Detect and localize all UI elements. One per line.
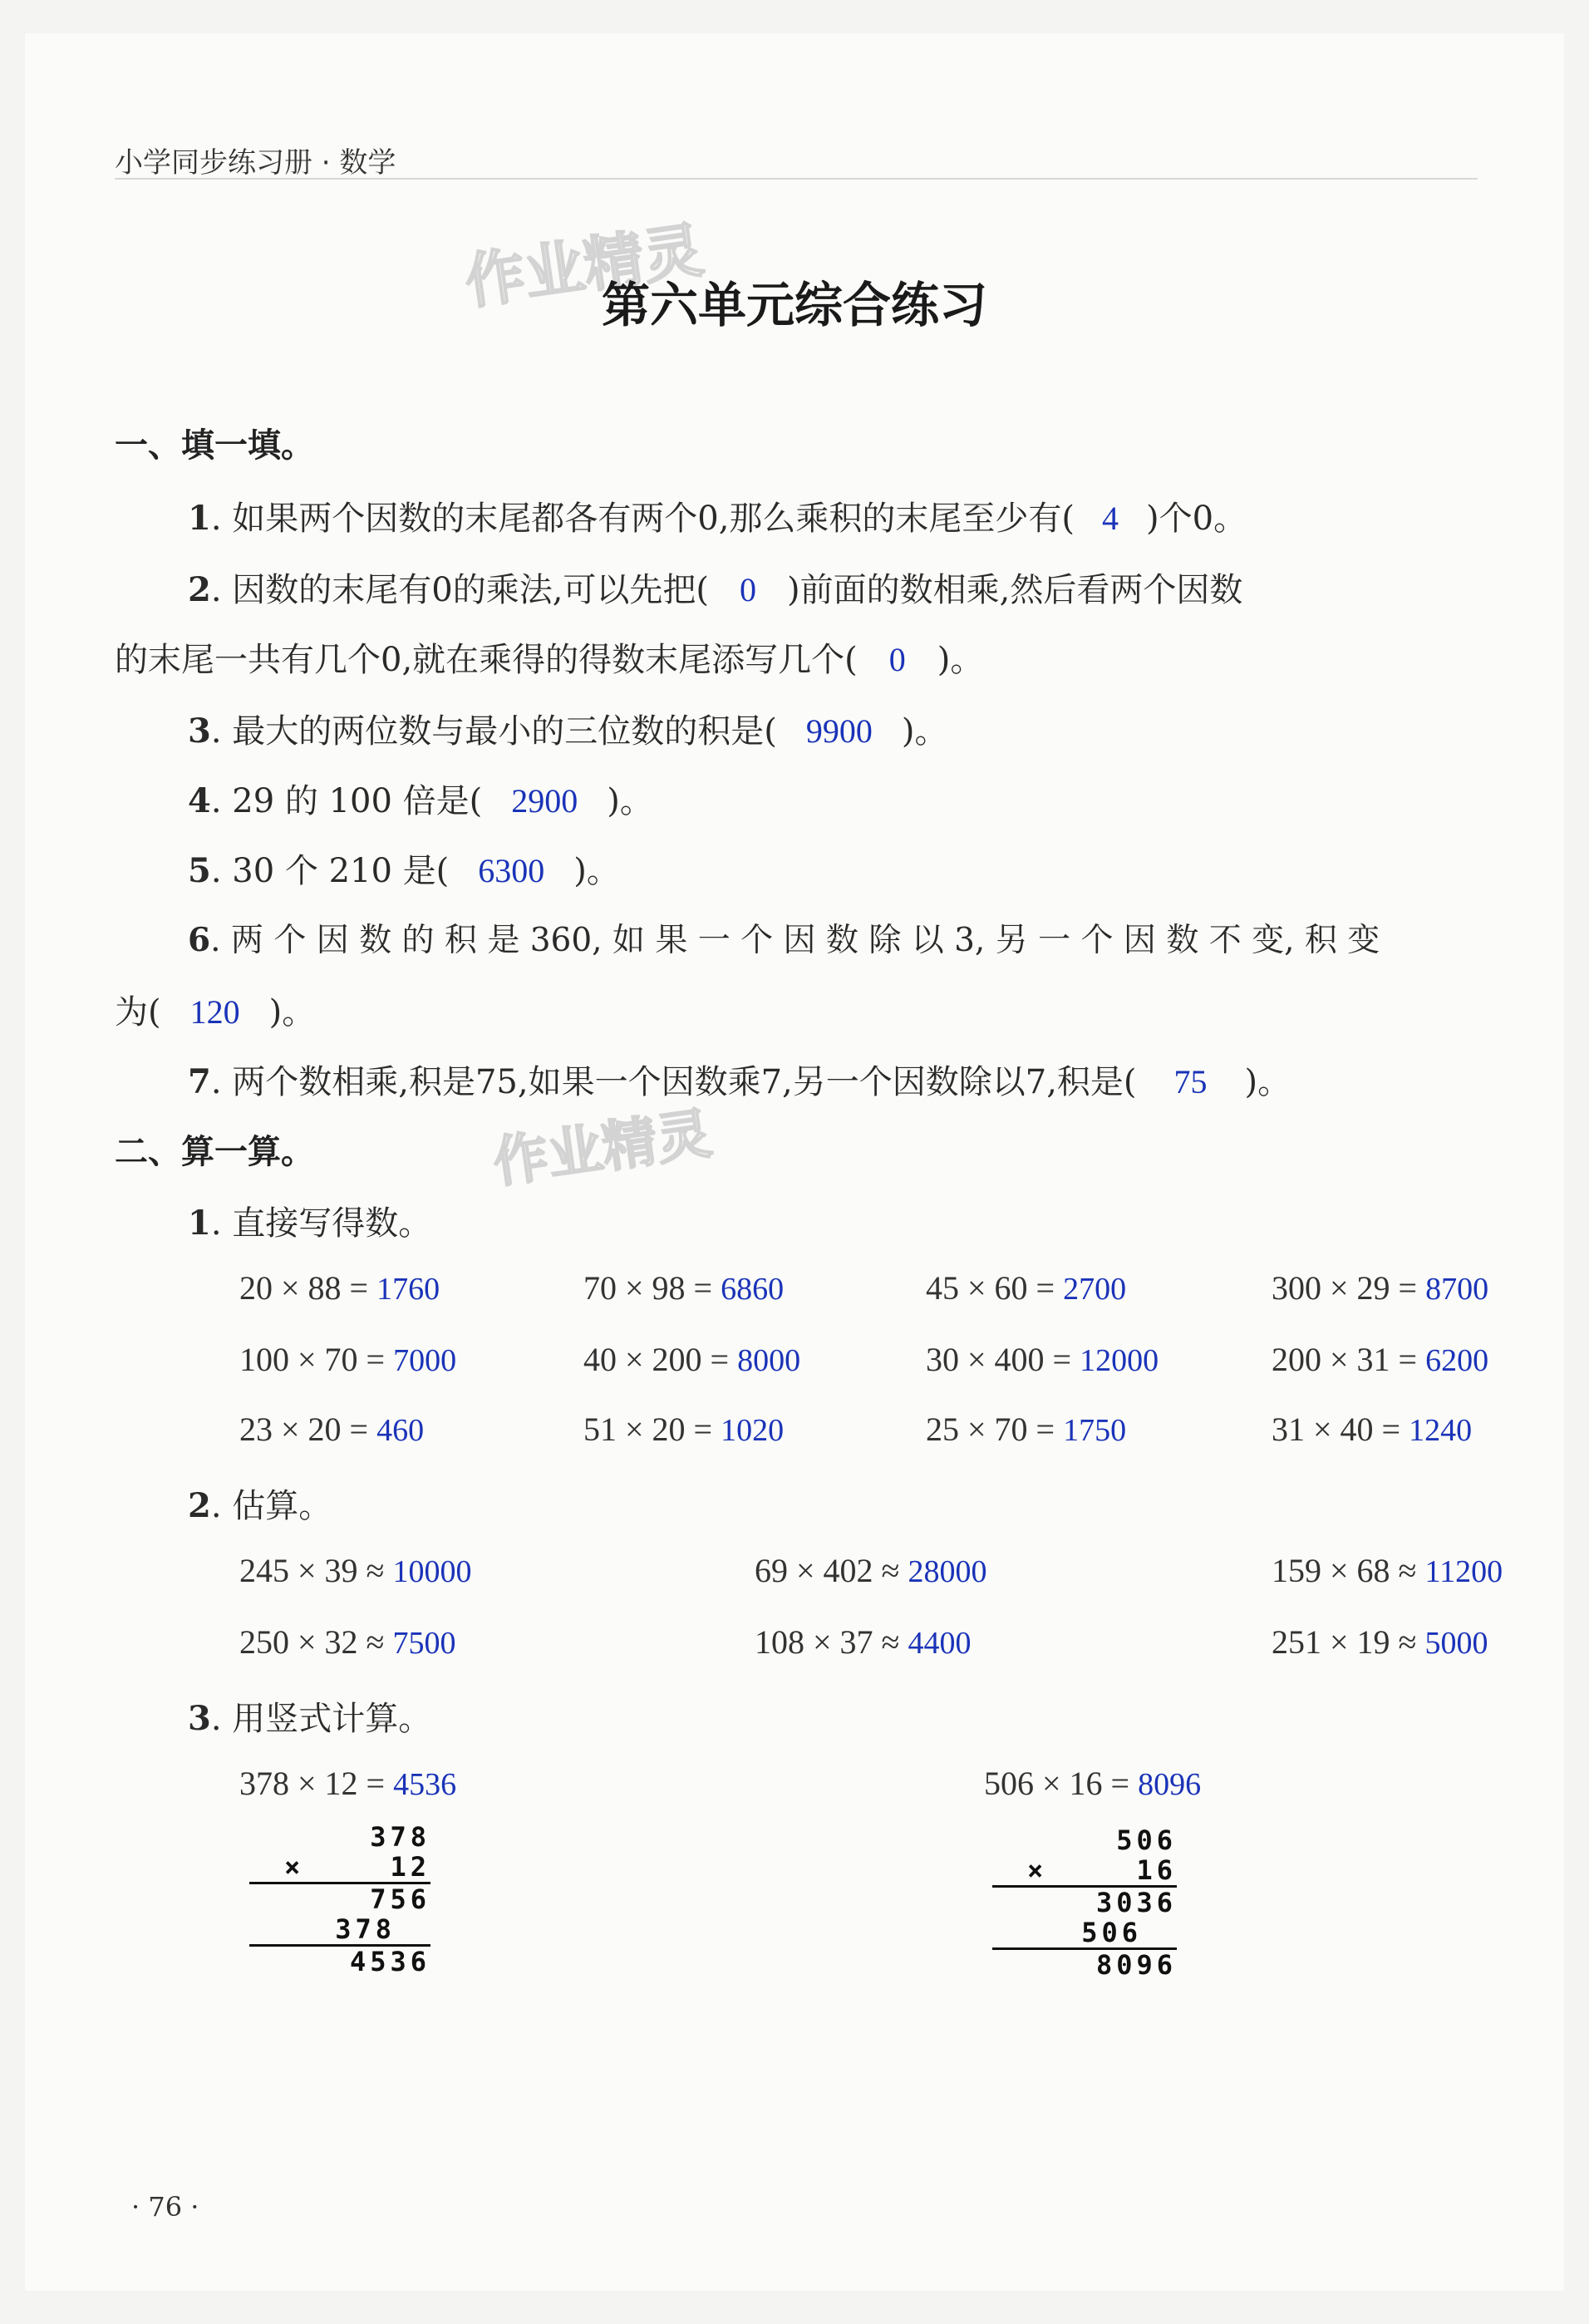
question-7	[188, 1056, 1291, 1103]
question-text: )前面的数相乘,然后看两个因数	[787, 571, 1243, 609]
answer-blank: 0	[740, 571, 757, 608]
expression: 100 × 70 =	[239, 1341, 386, 1378]
answer: 8096	[1138, 1767, 1202, 1802]
question-number: 1	[188, 499, 211, 538]
vertical-bottom-row	[249, 1852, 430, 1882]
answer-blank: 4	[1102, 500, 1119, 537]
vertical-top: 506	[1116, 1824, 1177, 1856]
vertical-multiplication	[249, 1822, 430, 1977]
part-label-text: . 估算。	[210, 1487, 332, 1525]
header-title: 小学同步练习册 · 数学	[115, 146, 396, 180]
answer-blank: 9900	[805, 712, 873, 750]
vertical-bottom: 16	[1136, 1854, 1177, 1886]
part-label-text: . 用竖式计算。	[210, 1700, 432, 1738]
question-text: . 两 个 因 数 的 积 是 360, 如 果 一 个 因 数 除 以 3, 另 一 个 因 数 不 变, 积 变	[210, 922, 1380, 959]
question-2-line-2	[115, 633, 983, 681]
direct-calc-item	[583, 1268, 784, 1307]
answer: 28000	[908, 1554, 987, 1589]
question-number: 2	[188, 570, 211, 609]
estimate-item	[239, 1551, 472, 1590]
expression: 25 × 70 =	[926, 1411, 1055, 1448]
answer: 6200	[1425, 1343, 1489, 1378]
question-text: )。	[1244, 1063, 1291, 1101]
question-text: . 29 的 100 倍是(	[210, 782, 483, 820]
header-rule	[115, 178, 1478, 180]
expression: 200 × 31 =	[1272, 1341, 1418, 1378]
question-text: . 最大的两位数与最小的三位数的积是(	[210, 712, 777, 751]
expression: 51 × 20 =	[583, 1411, 713, 1448]
estimate-item	[239, 1622, 456, 1662]
expression: 20 × 88 =	[239, 1269, 369, 1307]
question-text: . 如果两个因数的末尾都各有两个0,那么乘积的末尾至少有(	[210, 500, 1075, 538]
question-text: 为(	[115, 993, 161, 1032]
answer: 6860	[721, 1272, 785, 1307]
answer: 8000	[737, 1343, 801, 1378]
section-title-fill: 一、填一填。	[115, 426, 314, 465]
watermark: 作业精灵	[460, 214, 708, 318]
answer: 7000	[393, 1343, 457, 1378]
part-2-label	[188, 1480, 332, 1527]
direct-calc-item	[239, 1340, 456, 1379]
answer-blank: 6300	[478, 852, 545, 889]
direct-calc-item	[926, 1268, 1126, 1307]
estimate-item	[755, 1622, 972, 1662]
expression: 506 × 16 =	[984, 1765, 1130, 1802]
vertical-result: 4536	[349, 1946, 430, 1977]
answer: 11200	[1424, 1554, 1503, 1589]
expression: 300 × 29 =	[1272, 1269, 1418, 1307]
expression: 250 × 32 ≈	[239, 1623, 385, 1661]
question-text: )个0。	[1146, 500, 1247, 538]
question-text: . 30 个 210 是(	[210, 852, 450, 890]
vertical-calc-item	[984, 1764, 1201, 1803]
question-number: 2	[188, 1486, 211, 1525]
question-text: )。	[573, 852, 620, 890]
vertical-bottom: 12	[390, 1851, 430, 1883]
expression: 45 × 60 =	[926, 1269, 1055, 1307]
direct-calc-item	[1272, 1268, 1488, 1307]
vertical-partial: 756	[370, 1883, 430, 1915]
answer: 8700	[1425, 1272, 1489, 1307]
vertical-partial: 3036	[1095, 1887, 1177, 1918]
vertical-calc-item	[239, 1764, 456, 1803]
expression: 69 × 402 ≈	[755, 1552, 900, 1589]
question-text: )。	[901, 712, 948, 751]
direct-calc-item	[583, 1340, 800, 1379]
multiply-sign: ×	[1027, 1854, 1044, 1886]
question-number: 3	[188, 1699, 211, 1738]
question-text: )。	[268, 993, 316, 1032]
expression: 108 × 37 ≈	[755, 1623, 900, 1661]
part-label-text: . 直接写得数。	[210, 1204, 432, 1243]
question-2-line-1	[188, 564, 1242, 611]
answer-blank: 0	[888, 641, 906, 678]
question-text: 的末尾一共有几个0,就在乘得的得数末尾添写几个(	[115, 641, 858, 679]
question-1	[188, 492, 1247, 539]
answer-blank: 120	[189, 993, 240, 1031]
page-title: 第六单元综合练习	[601, 277, 987, 333]
expression: 40 × 200 =	[583, 1341, 730, 1378]
answer: 460	[376, 1413, 425, 1448]
answer: 7500	[392, 1626, 456, 1661]
part-1-label	[188, 1197, 431, 1244]
question-number: 6	[188, 921, 211, 959]
answer-blank: 75	[1173, 1063, 1208, 1100]
direct-calc-item	[239, 1268, 440, 1307]
answer: 12000	[1080, 1343, 1159, 1378]
vertical-partial: 378	[335, 1913, 396, 1945]
question-text: )。	[607, 782, 653, 820]
question-4	[188, 775, 653, 822]
answer: 5000	[1424, 1626, 1488, 1661]
direct-calc-item	[583, 1410, 784, 1449]
answer: 10000	[392, 1554, 472, 1589]
answer-blank: 2900	[511, 782, 578, 820]
question-text: . 因数的末尾有0的乘法,可以先把(	[210, 571, 710, 609]
question-text: )。	[937, 641, 984, 679]
question-number: 3	[188, 711, 211, 751]
multiply-sign: ×	[284, 1851, 301, 1883]
question-3	[188, 705, 948, 752]
direct-calc-item	[1272, 1340, 1488, 1379]
answer: 1240	[1409, 1413, 1473, 1448]
vertical-partial: 506	[1081, 1917, 1142, 1948]
answer: 4536	[393, 1767, 457, 1802]
vertical-multiplication	[992, 1825, 1177, 1980]
question-number: 1	[188, 1204, 211, 1243]
estimate-item	[755, 1551, 987, 1590]
direct-calc-item	[926, 1410, 1126, 1449]
expression: 23 × 20 =	[239, 1411, 369, 1448]
vertical-top: 378	[370, 1821, 430, 1853]
direct-calc-item	[1272, 1410, 1472, 1449]
estimate-item	[1272, 1551, 1503, 1590]
question-6-line-1	[188, 914, 1380, 961]
expression: 70 × 98 =	[583, 1269, 713, 1307]
question-5	[188, 844, 620, 892]
answer: 1020	[721, 1413, 785, 1448]
answer: 4400	[908, 1626, 972, 1661]
vertical-bottom-row	[992, 1855, 1177, 1885]
answer: 2700	[1063, 1272, 1127, 1307]
expression: 245 × 39 ≈	[239, 1552, 385, 1589]
question-6-line-2	[115, 986, 315, 1033]
answer: 1750	[1063, 1413, 1127, 1448]
expression: 251 × 19 ≈	[1272, 1623, 1417, 1661]
section-title-calc: 二、算一算。	[115, 1133, 314, 1171]
watermark: 作业精灵	[489, 1100, 716, 1195]
direct-calc-item	[239, 1410, 424, 1449]
expression: 159 × 68 ≈	[1272, 1552, 1417, 1589]
expression: 31 × 40 =	[1272, 1411, 1401, 1448]
part-3-label	[188, 1692, 431, 1740]
expression: 378 × 12 =	[239, 1765, 386, 1802]
question-text: . 两个数相乘,积是75,如果一个因数乘7,另一个因数除以7,积是(	[210, 1063, 1137, 1101]
question-number: 7	[188, 1062, 211, 1101]
page-number: · 76 ·	[131, 2191, 199, 2223]
question-number: 5	[188, 851, 211, 890]
vertical-result: 8096	[1095, 1949, 1177, 1981]
direct-calc-item	[926, 1340, 1159, 1379]
question-number: 4	[188, 781, 211, 820]
estimate-item	[1272, 1622, 1488, 1662]
expression: 30 × 400 =	[926, 1341, 1072, 1378]
answer: 1760	[376, 1272, 440, 1307]
